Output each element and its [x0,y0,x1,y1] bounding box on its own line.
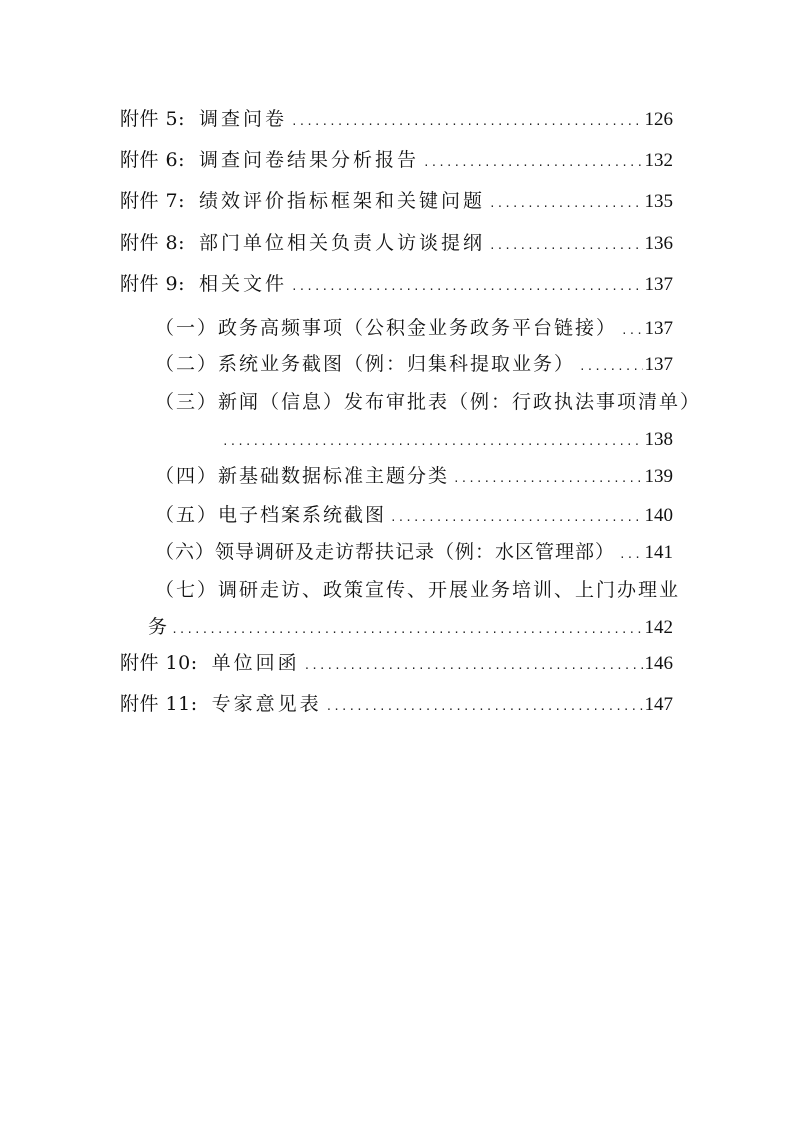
toc-entry-page: 137 [644,318,673,339]
toc-entry-label: 附件 10: [120,652,198,674]
toc-leader-dots [222,430,643,454]
toc-entry-appendix-10[interactable] [120,651,673,678]
toc-entry-page: 132 [644,150,673,171]
toc-entry-title: 调查问卷结果分析报告 [199,149,420,171]
toc-subentry-2[interactable] [155,352,673,379]
toc-entry-page: 140 [644,505,673,526]
toc-subentry-title: （二）系统业务截图（例：归集科提取业务） [155,353,576,375]
toc-subentry-7-title[interactable]: （七）调研走访、政策宣传、开展业务培训、上门办理业 [155,579,681,601]
toc-entry-label: 附件 11: [120,693,198,715]
toc-subentry-5[interactable] [155,503,673,530]
toc-leader-dots [390,506,642,530]
toc-entry-page: 126 [644,109,673,130]
toc-leader-dots [621,319,642,343]
toc-subentry-3-title[interactable]: （三）新闻（信息）发布审批表（例：行政执法事项清单） [155,391,702,413]
toc-entry-appendix-11[interactable] [120,692,673,719]
toc-entry-title: 部门单位相关负责人访谈提纲 [199,232,486,254]
toc-entry-title: 调查问卷 [199,108,288,130]
toc-entry-appendix-5[interactable] [120,107,673,134]
toc-subentry-4[interactable] [155,464,673,491]
toc-entry-appendix-9[interactable] [120,272,673,299]
toc-entry-label: 附件 7: [120,190,186,212]
toc-entry-title: 专家意见表 [211,693,322,715]
toc-entry-page: 146 [644,653,673,674]
toc-leader-dots [423,151,642,175]
toc-entry-page: 147 [644,694,673,715]
toc-leader-dots [489,234,642,258]
toc-leader-dots [453,467,642,491]
toc-entry-title: 单位回函 [211,652,300,674]
toc-subentry-title: （五）电子档案系统截图 [155,504,387,526]
toc-entry-label: 附件 6: [120,149,186,171]
toc-entry-label: 附件 9: [120,273,186,295]
toc-entry-title: 相关文件 [199,273,288,295]
toc-leader-dots [171,618,642,642]
toc-entry-page: 139 [644,466,673,487]
toc-subentry-title: （六）领导调研及走访帮扶记录（例：水区管理部） [155,541,616,563]
toc-entry-appendix-8[interactable] [120,231,673,258]
toc-entry-page: 137 [644,354,673,375]
toc-entry-page: 138 [644,429,673,450]
toc-entry-label: 附件 8: [120,232,186,254]
toc-leader-dots [291,110,642,134]
toc-subentry-title: （四）新基础数据标准主题分类 [155,465,450,487]
toc-entry-appendix-7[interactable] [120,189,673,216]
toc-entry-appendix-6[interactable] [120,148,673,175]
toc-subentry-7-leader[interactable] [148,615,673,642]
toc-leader-dots [326,695,643,719]
toc-entry-page: 135 [644,191,673,212]
toc-entry-page: 141 [644,542,673,563]
toc-entry-page: 137 [644,274,673,295]
toc-subentry-3-leader[interactable] [222,428,673,454]
toc-entry-page: 142 [644,617,673,638]
toc-subentry-title-cont: 务 [148,616,170,638]
toc-leader-dots [619,543,642,567]
toc-entry-page: 136 [644,233,673,254]
toc-leader-dots [489,192,642,216]
toc-leader-dots [304,654,643,678]
toc-subentry-1[interactable] [155,316,673,343]
toc-entry-title: 绩效评价指标框架和关键问题 [199,190,486,212]
toc-leader-dots [291,275,642,299]
toc-entry-label: 附件 5: [120,108,186,130]
toc-subentry-6[interactable] [155,540,673,567]
toc-subentry-title: （一）政务高频事项（公积金业务政务平台链接） [155,317,618,339]
toc-leader-dots [579,355,642,379]
